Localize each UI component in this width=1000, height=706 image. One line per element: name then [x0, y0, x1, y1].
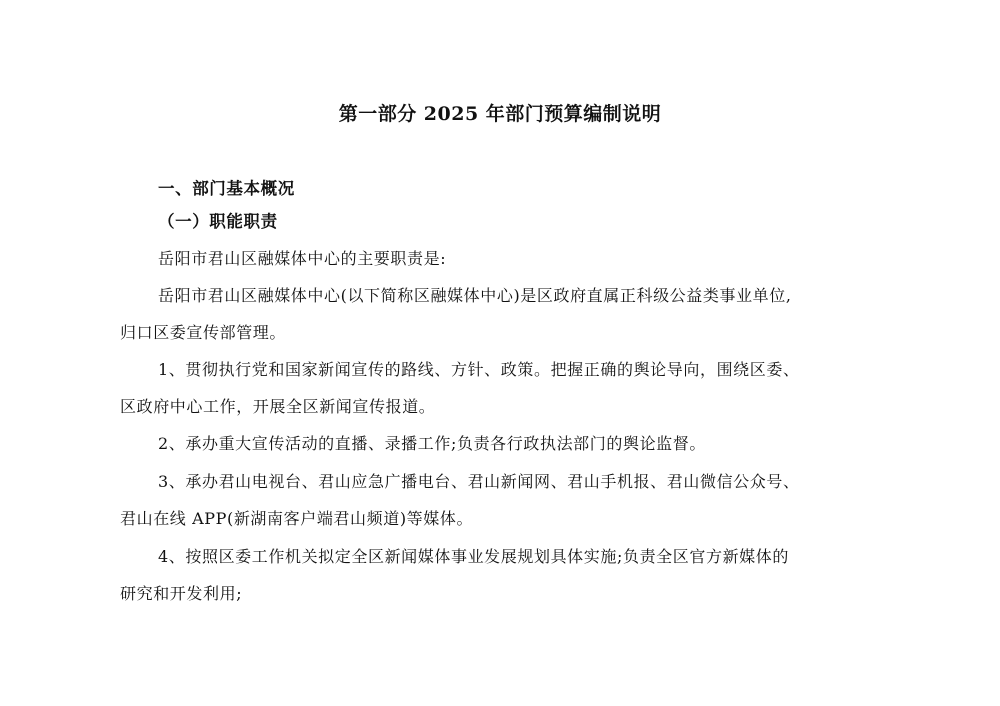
paragraph-line: 2、承办重大宣传活动的直播、录播工作;负责各行政执法部门的舆论监督。 [158, 434, 706, 453]
document-title: 第一部分 2025 年部门预算编制说明 [338, 103, 662, 125]
paragraph-line: 归口区委宣传部管理。 [120, 323, 287, 342]
paragraph-line: 研究和开发利用; [120, 584, 243, 603]
paragraph-line: 岳阳市君山区融媒体中心(以下简称区融媒体中心)是区政府直属正科级公益类事业单位, [158, 286, 792, 305]
paragraph-line: 区政府中心工作，开展全区新闻宣传报道。 [120, 397, 436, 416]
subsection-heading: （一）职能职责 [158, 212, 278, 231]
paragraph-line: 1、贯彻执行党和国家新闻宣传的路线、方针、政策。把握正确的舆论导向，围绕区委、 [158, 360, 800, 379]
section-heading: 一、部门基本概况 [158, 179, 295, 198]
paragraph-line: 4、按照区委工作机关拟定全区新闻媒体事业发展规划具体实施;负责全区官方新媒体的 [158, 547, 789, 566]
paragraph-line: 岳阳市君山区融媒体中心的主要职责是: [158, 249, 447, 268]
paragraph-line: 3、承办君山电视台、君山应急广播电台、君山新闻网、君山手机报、君山微信公众号、 [158, 472, 800, 491]
paragraph-line: 君山在线 APP(新湖南客户端君山频道)等媒体。 [120, 509, 474, 528]
